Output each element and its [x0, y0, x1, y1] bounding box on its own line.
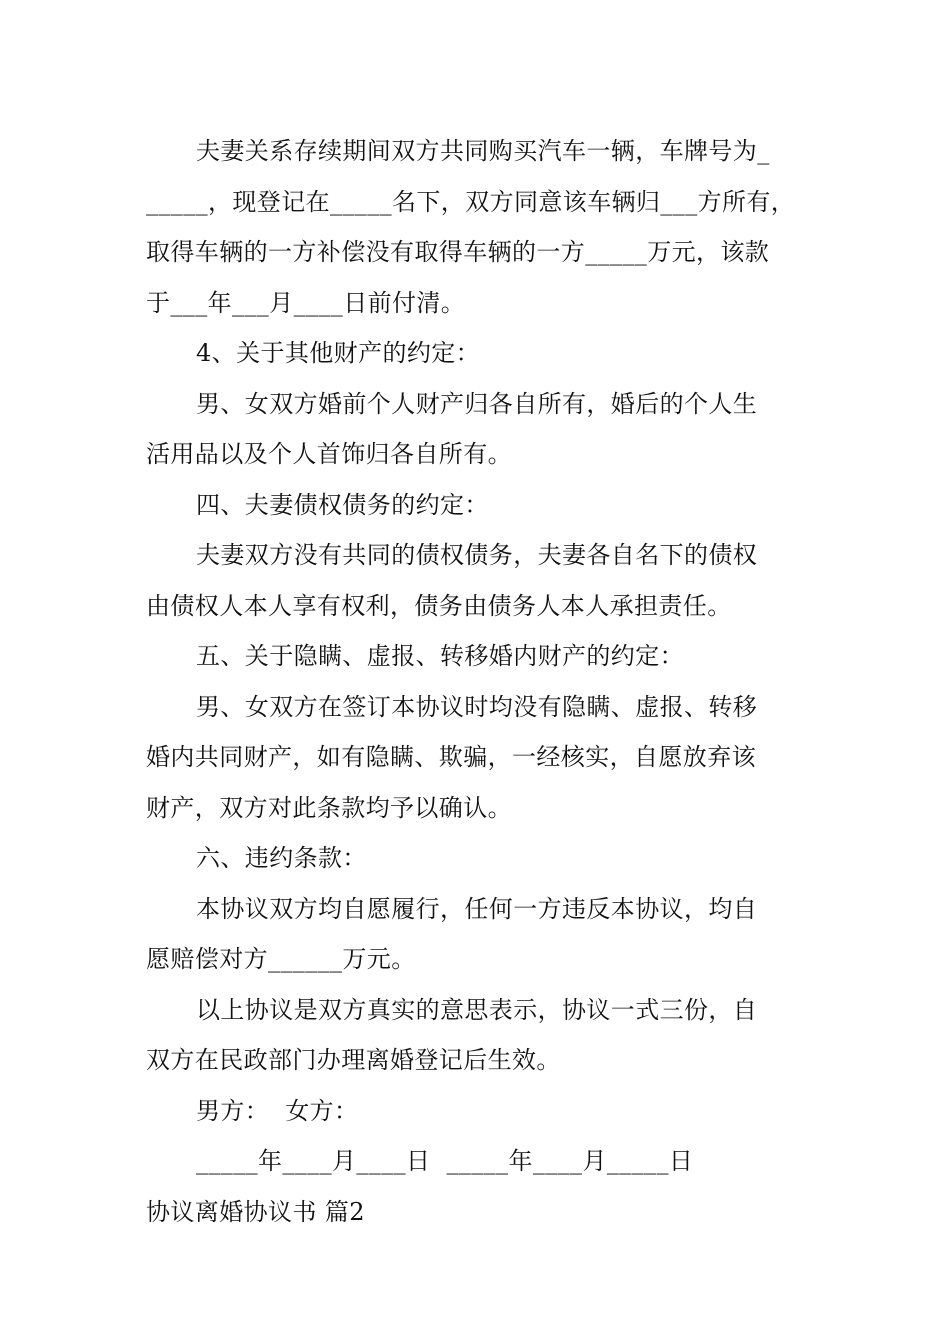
paragraph-line: 活用品以及个人首饰归各自所有。: [146, 440, 512, 468]
paragraph-line: 婚内共同财产，如有隐瞒、欺骗，一经核实，自愿放弃该: [146, 743, 756, 771]
paragraph-line: 男、女双方婚前个人财产归各自所有，婚后的个人生: [196, 389, 758, 418]
paragraph-line: _____，现登记在_____名下，双方同意该车辆归___方所有，: [146, 187, 796, 216]
paragraph-line: 取得车辆的一方补偿没有取得车辆的一方_____万元，该款: [146, 238, 770, 266]
paragraph-line: 双方在民政部门办理离婚登记后生效。: [146, 1046, 561, 1074]
paragraph-line: 夫妻双方没有共同的债权债务，夫妻各自名下的债权: [196, 541, 758, 569]
paragraph-line: 夫妻关系存续期间双方共同购买汽车一辆，车牌号为_: [196, 137, 770, 165]
section-heading: 四、夫妻债权债务的约定：: [196, 490, 489, 519]
date-line: _____年____月____日 _____年____月_____日: [196, 1147, 694, 1175]
document-title: 协议离婚协议书 篇2: [146, 1197, 365, 1226]
paragraph-line: 由债权人本人享有权利，债务由债务人本人承担责任。: [146, 591, 732, 620]
section-heading: 六、违约条款：: [196, 844, 367, 872]
document-body: [146, 126, 826, 1237]
signature-line: 男方： 女方：: [196, 1096, 359, 1125]
paragraph-line: 愿赔偿对方______万元。: [146, 945, 416, 973]
section-heading: 4、关于其他财产的约定：: [196, 339, 481, 367]
paragraph-line: 财产，双方对此条款均予以确认。: [146, 793, 512, 822]
paragraph-line: 于___年___月____日前付清。: [146, 288, 466, 317]
paragraph-line: 本协议双方均自愿履行，任何一方违反本协议，均自: [196, 894, 758, 923]
section-heading: 五、关于隐瞒、虚报、转移婚内财产的约定：: [196, 642, 684, 670]
paragraph-line: 以上协议是双方真实的意思表示，协议一式三份，自: [196, 995, 758, 1024]
paragraph-line: 男、女双方在签订本协议时均没有隐瞒、虚报、转移: [196, 692, 758, 721]
